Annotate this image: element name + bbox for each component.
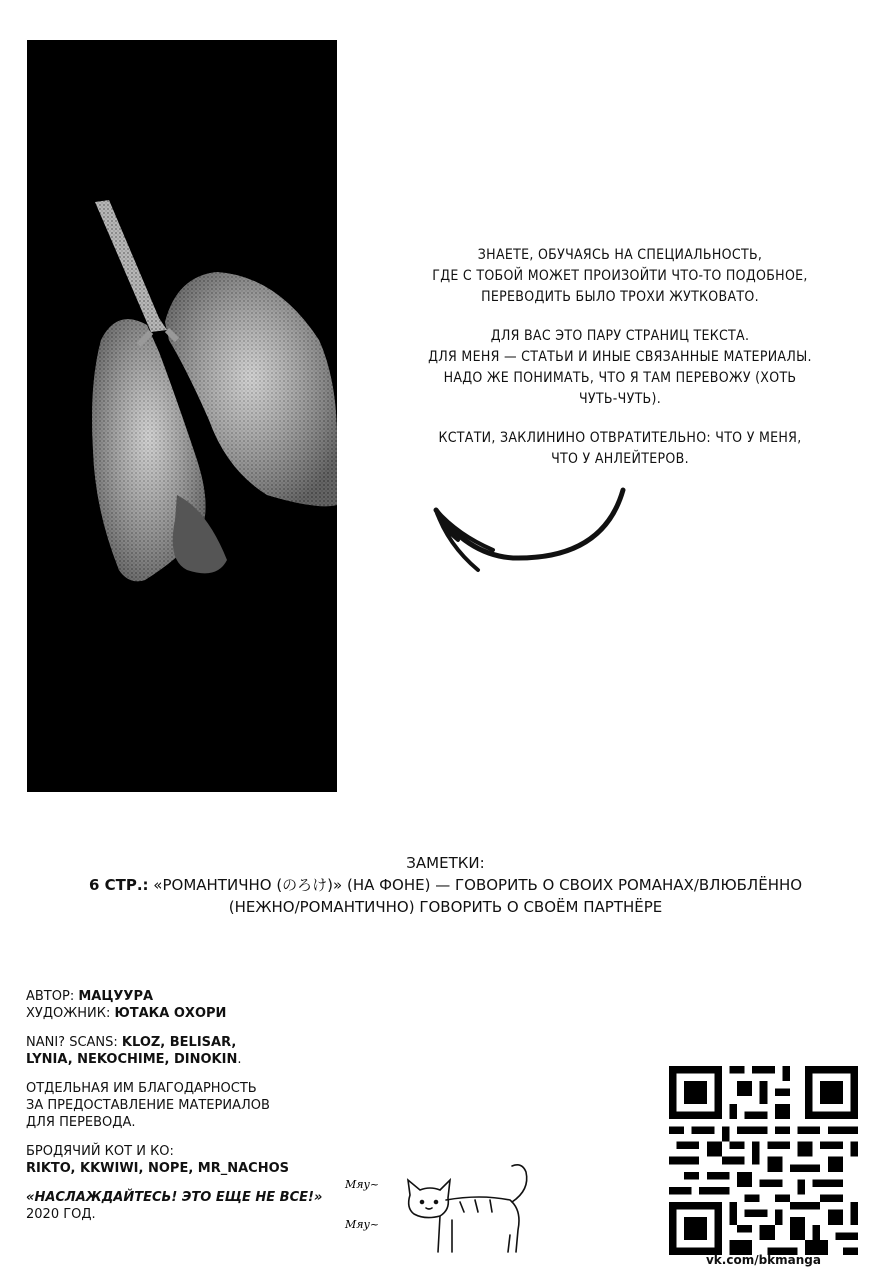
credits-final bbox=[26, 1189, 366, 1223]
note-line: НАДО ЖЕ ПОНИМАТЬ, ЧТО Я ТАМ ПЕРЕВОЖУ (ХОТЬ bbox=[443, 370, 797, 386]
artist-line bbox=[26, 1005, 366, 1022]
cat-team-label: БРОДЯЧИЙ КОТ И КО: bbox=[26, 1144, 174, 1159]
translator-note bbox=[370, 245, 870, 488]
author-name: МАЦУУРА bbox=[78, 989, 154, 1004]
scans-line-1 bbox=[26, 1034, 366, 1051]
qr-url[interactable]: vk.com/bkmanga bbox=[705, 1253, 821, 1267]
author-line bbox=[26, 988, 366, 1005]
note-line: ДЛЯ МЕНЯ — СТАТЬИ И ИНЫЕ СВЯЗАННЫЕ МАТЕРИАЛЫ. bbox=[428, 349, 812, 365]
thanks-line: ДЛЯ ПЕРЕВОДА. bbox=[26, 1115, 136, 1130]
note-paragraph-2 bbox=[370, 326, 870, 410]
note-line: ЧУТЬ-ЧУТЬ). bbox=[578, 391, 662, 407]
scans-members-1: KLOZ, BELISAR, bbox=[121, 1035, 237, 1050]
note-line: ЗНАЕТЕ, ОБУЧАЯСЬ НА СПЕЦИАЛЬНОСТЬ, bbox=[477, 247, 763, 263]
credits-thanks bbox=[26, 1080, 366, 1131]
author-label: АВТОР: bbox=[26, 989, 79, 1004]
thanks-line: ЗА ПРЕДОСТАВЛЕНИЕ МАТЕРИАЛОВ bbox=[26, 1098, 270, 1113]
thanks-line: ОТДЕЛЬНАЯ ИМ БЛАГОДАРНОСТЬ bbox=[26, 1081, 257, 1096]
note-line: ПЕРЕВОДИТЬ БЫЛО ТРОХИ ЖУТКОВАТО. bbox=[481, 289, 759, 305]
artist-label: ХУДОЖНИК: bbox=[26, 1006, 115, 1021]
notes-title: ЗАМЕТКИ: bbox=[406, 854, 485, 872]
note-line: КСТАТИ, ЗАКЛИНИНО ОТВРАТИТЕЛЬНО: ЧТО У МЕНЯ, bbox=[438, 430, 802, 446]
scans-dot: . bbox=[237, 1052, 242, 1067]
scans-members-2: LYNIA, NEKOCHIME, DINOKIN bbox=[26, 1052, 238, 1067]
notes-line-1 bbox=[0, 874, 891, 896]
note-line: ЧТО У АНЛЕЙТЕРОВ. bbox=[551, 451, 689, 467]
note-line: ДЛЯ ВАС ЭТО ПАРУ СТРАНИЦ ТЕКСТА. bbox=[490, 328, 750, 344]
cat-doodle-icon bbox=[340, 1150, 540, 1260]
meow-text-2: Мяу~ bbox=[345, 1218, 380, 1231]
final-message: «НАСЛАЖДАЙТЕСЬ! ЭТО ЕЩЕ НЕ ВСЕ!» bbox=[26, 1190, 323, 1205]
note-paragraph-3 bbox=[370, 428, 870, 470]
meow-text-1: Мяу~ bbox=[345, 1178, 380, 1191]
note-line: ГДЕ С ТОБОЙ МОЖЕТ ПРОИЗОЙТИ ЧТО-ТО ПОДОБНОЕ, bbox=[432, 268, 808, 284]
credits-authors bbox=[26, 988, 366, 1022]
lungs-illustration bbox=[27, 40, 337, 792]
credits-cat-team bbox=[26, 1143, 366, 1177]
artist-name: ЮТАКА ОХОРИ bbox=[114, 1006, 227, 1021]
year: 2020 ГОД. bbox=[26, 1207, 96, 1222]
credits bbox=[26, 988, 366, 1223]
scans-line-2 bbox=[26, 1051, 366, 1068]
notes-page-ref: 6 СТР.: bbox=[88, 876, 149, 894]
scans-label: NANI? SCANS: bbox=[26, 1035, 122, 1050]
qr-code-icon[interactable] bbox=[669, 1066, 858, 1255]
curved-arrow-icon bbox=[418, 480, 633, 575]
note-paragraph-1 bbox=[370, 245, 870, 308]
notes-line-2: (НЕЖНО/РОМАНТИЧНО) ГОВОРИТЬ О СВОЁМ ПАРТНЁРЕ bbox=[228, 898, 663, 916]
credits-scans bbox=[26, 1034, 366, 1068]
lungs-panel bbox=[27, 40, 337, 792]
cat-team-members: RIKTO, KKWIWI, NOPE, MR_NACHOS bbox=[26, 1161, 290, 1176]
notes-text-1: «РОМАНТИЧНО (のろけ)» (НА ФОНЕ) — ГОВОРИТЬ О СВОИХ РОМАНАХ/ВЛЮБЛЁННО bbox=[148, 876, 803, 894]
translation-notes bbox=[0, 852, 891, 918]
